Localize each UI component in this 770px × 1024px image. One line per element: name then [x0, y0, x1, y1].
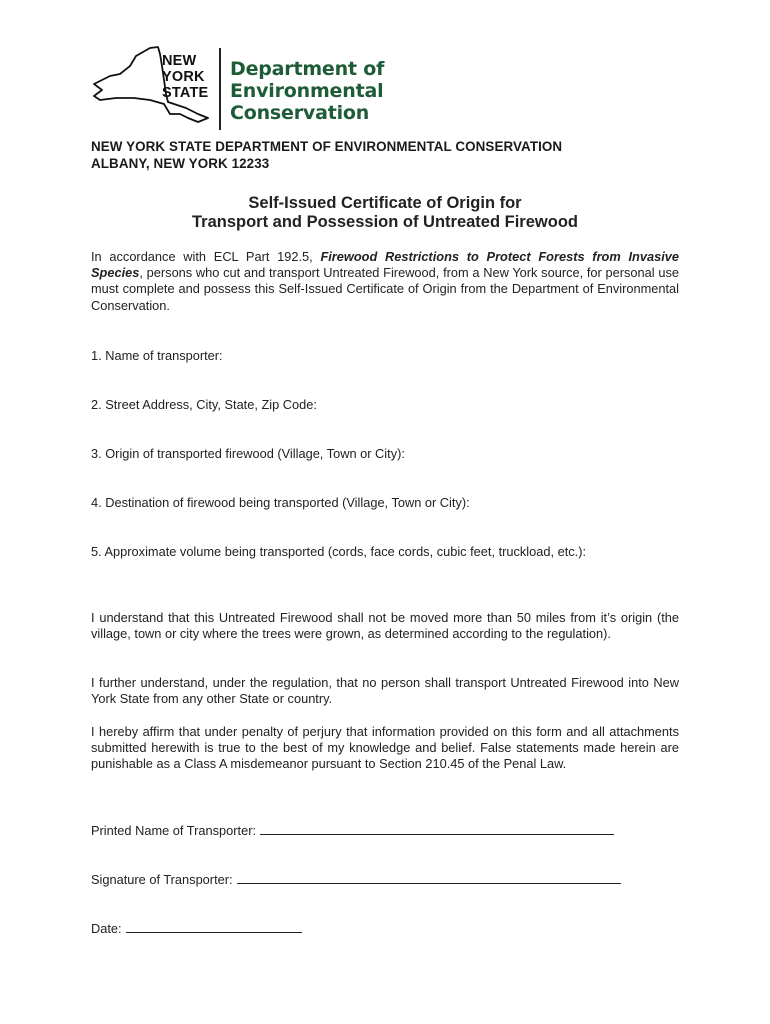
statement-import: I further understand, under the regulation, that no person shall transport Untreated Firewood into New York State from any other State or country.	[91, 675, 679, 707]
date-input-line[interactable]	[126, 920, 302, 933]
printed-name-row	[91, 822, 614, 838]
printed-name-label: Printed Name of Transporter:	[91, 823, 257, 838]
logo-divider	[219, 48, 221, 130]
field-origin[interactable]: 3. Origin of transported firewood (Village, Town or City):	[91, 446, 405, 461]
logo-state-word: YORK	[162, 69, 205, 85]
nysdec-logo	[90, 44, 390, 132]
field-street-address[interactable]: 2. Street Address, City, State, Zip Code:	[91, 397, 317, 412]
logo-dept-line: Environmental	[230, 80, 384, 102]
logo-state-word: STATE	[162, 85, 209, 101]
agency-address: ALBANY, NEW YORK 12233	[91, 156, 270, 171]
intro-paragraph	[91, 249, 679, 314]
intro-suffix: , persons who cut and transport Untreated Firewood, from a New York source, for personal use must complete and possess this Self-Issued Certificate of Origin from the Department of Environmental Conservation.	[91, 265, 679, 313]
regulation-title: Firewood Restrictions to Protect Forests from Invasive Species	[91, 249, 679, 281]
form-title-line2: Transport and Possession of Untreated Firewood	[192, 213, 578, 231]
logo-state-word: NEW	[162, 53, 197, 69]
statement-distance: I understand that this Untreated Firewood shall not be moved more than 50 miles from it’s origin (the village, town or city where the trees were grown, as determined according to the regulation).	[91, 610, 679, 642]
date-label: Date:	[91, 921, 122, 936]
printed-name-input-line[interactable]	[260, 822, 614, 835]
statement-affirmation: I hereby affirm that under penalty of perjury that information provided on this form and all attachments submitted herewith is true to the best of my knowledge and belief. False statements made herein are punishable as a Class A misdemeanor pursuant to Section 210.45 of the Penal Law.	[91, 724, 679, 772]
signature-input-line[interactable]	[237, 871, 621, 884]
logo-dept-line: Department of	[230, 58, 385, 80]
form-title-line1: Self-Issued Certificate of Origin for	[248, 194, 522, 212]
signature-label: Signature of Transporter:	[91, 872, 233, 887]
field-transporter-name[interactable]: 1. Name of transporter:	[91, 348, 223, 363]
date-row	[91, 920, 302, 936]
intro-prefix: In accordance with ECL Part 192.5,	[91, 249, 321, 264]
agency-name: NEW YORK STATE DEPARTMENT OF ENVIRONMENTAL CONSERVATION	[91, 139, 563, 154]
field-volume[interactable]: 5. Approximate volume being transported (cords, face cords, cubic feet, truckload, etc.):	[91, 544, 587, 559]
field-destination[interactable]: 4. Destination of firewood being transported (Village, Town or City):	[91, 495, 470, 510]
signature-row	[91, 871, 621, 887]
logo-dept-line: Conservation	[230, 102, 370, 124]
